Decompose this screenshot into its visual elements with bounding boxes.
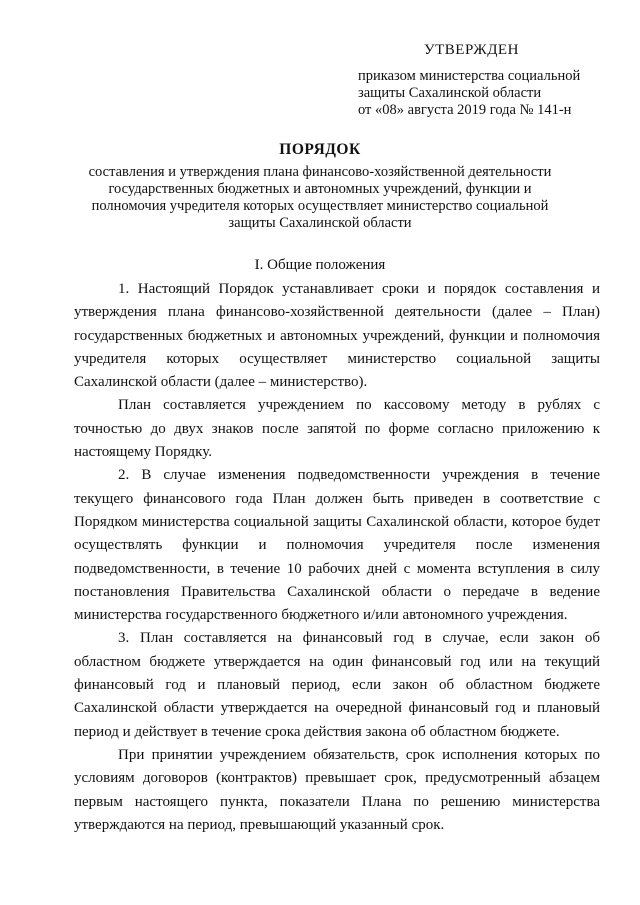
paragraph-3: 2. В случае изменения подведомственности учреждения в течение текущего финансового года План должен быть приведен в соответствие с Порядком министерства социальной защиты Сахалинской области, которое будет осуществлять функции и полномочия учредителя после изменения подведомственности, в течение 10 рабочих дней с момента вступления в силу постановления Правительства Сахалинской области о передаче в ведение министерства государственного бюджетного и/или автономного учреждения. xyxy=(74,467,600,624)
paragraph-5: При принятии учреждением обязательств, срок исполнения которых по условиям договоров (контрактов) превышает срок, предусмотренный абзацем первым настоящего пункта, показатели Плана по решению министерства утверждаются на период, превышающий указанный срок. xyxy=(74,746,600,833)
paragraph-4: 3. План составляется на финансовый год в случае, если закон об областном бюджете утверждается на один финансовый год или на текущий финансовый год и плановый период, если закон об областном бюджете Сахалинской области утверждается на очередной финансовый год и плановый период и действует в течение срока действия закона об областном бюджете. xyxy=(74,630,600,740)
document-subtitle xyxy=(70,164,570,232)
approval-line: приказом министерства социальной xyxy=(358,68,581,84)
subtitle-line: защиты Сахалинской области xyxy=(228,215,412,231)
paragraph-2: План составляется учреждением по кассовому методу в рублях с точностью до двух знаков после запятой по форме согласно приложению к настоящему Порядку. xyxy=(74,397,600,461)
section-body xyxy=(74,278,600,837)
subtitle-line: полномочия учредителя которых осуществляет министерство социальной xyxy=(91,198,549,214)
section-heading: I. Общие положения xyxy=(254,257,386,273)
approval-title: УТВЕРЖДЕН xyxy=(424,42,519,58)
document-title: ПОРЯДОК xyxy=(279,141,361,158)
approval-block xyxy=(358,68,618,119)
subtitle-line: государственных бюджетных и автономных учреждений, функции и xyxy=(108,181,532,197)
paragraph-1: 1. Настоящий Порядок устанавливает сроки и порядок составления и утверждения плана финансово-хозяйственной деятельности (далее – План) государственных бюджетных и автономных учреждений, функции и полномочия учредителя которых осуществляет министерство социальной защиты Сахалинской области (далее – министерство). xyxy=(74,281,600,391)
approval-date-line: от «08» августа 2019 года № 141-н xyxy=(358,102,572,118)
approval-line: защиты Сахалинской области xyxy=(358,85,542,101)
subtitle-line: составления и утверждения плана финансово-хозяйственной деятельности xyxy=(88,164,552,180)
